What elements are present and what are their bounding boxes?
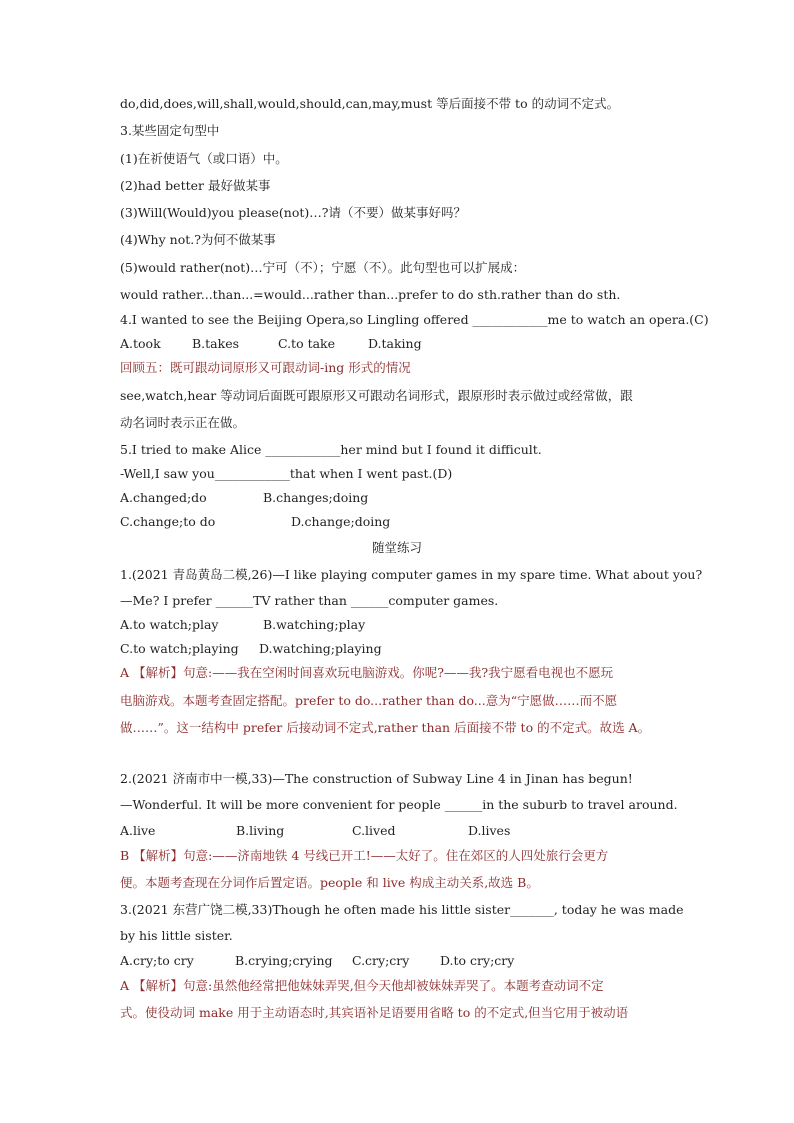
review-heading: 回顾五：既可跟动词原形又可跟动词-ing 形式的情况 xyxy=(120,360,411,375)
practice-2-options xyxy=(120,822,680,840)
option: D.taking xyxy=(367,336,422,351)
practice-1-options xyxy=(120,616,680,634)
practice-question-1-blank: —Me? I prefer ______TV rather than ______computer games. xyxy=(120,593,499,608)
option: B.changes;doing xyxy=(262,490,369,505)
option: A.to watch;play xyxy=(120,617,219,632)
text-line: would rather...than...=would...rather than...prefer to do sth.rather than do sth. xyxy=(120,287,621,302)
option: A.cry;to cry xyxy=(120,953,194,968)
practice-question-2-blank: —Wonderful. It will be more convenient for people ______in the suburb to travel around. xyxy=(120,797,678,812)
option: B.watching;play xyxy=(262,617,366,632)
text-line: see,watch,hear 等动词后面既可跟原形又可跟动名词形式，跟原形时表示做过或经常做，跟 xyxy=(120,388,633,403)
text-line: (2)had better 最好做某事 xyxy=(120,178,271,193)
text-line: (3)Will(Would)you please(not)…?请（不要）做某事好吗？ xyxy=(120,205,466,220)
option: C.lived xyxy=(351,823,396,838)
option: B.living xyxy=(235,823,285,838)
option: A.took xyxy=(120,336,161,351)
practice-question-3-cont: by his little sister. xyxy=(120,928,233,943)
answer-explanation: A 【解析】句意:——我在空闲时间喜欢玩电脑游戏。你呢?——我?我宁愿看电视也不愿玩 xyxy=(120,665,614,680)
option: A.live xyxy=(120,823,156,838)
option: D.lives xyxy=(467,823,511,838)
option: D.to cry;cry xyxy=(439,953,515,968)
question-5-options xyxy=(120,513,680,531)
answer-explanation: 式。使役动词 make 用于主动语态时,其宾语补足语要用省略 to 的不定式,但当它用于被动语 xyxy=(120,1005,629,1020)
question-5-reply: -Well,I saw you____________that when I went past.(D) xyxy=(120,466,453,481)
text-line: do,did,does,will,shall,would,should,can,may,must 等后面接不带 to 的动词不定式。 xyxy=(120,96,620,111)
option: C.to take xyxy=(277,336,336,351)
question-5: 5.I tried to make Alice ____________her mind but I found it difficult. xyxy=(120,442,542,457)
answer-explanation: A 【解析】句意:虽然他经常把他妹妹弄哭,但今天他却被妹妹弄哭了。本题考查动词不定 xyxy=(120,978,604,993)
option: C.change;to do xyxy=(120,514,216,529)
practice-3-options xyxy=(120,952,680,970)
practice-question-2: 2.(2021 济南市中一模,33)—The construction of Subway Line 4 in Jinan has begun! xyxy=(120,771,633,786)
option: C.to watch;playing xyxy=(120,641,239,656)
answer-explanation: 电脑游戏。本题考查固定搭配。prefer to do...rather than do...意为“宁愿做……而不愿 xyxy=(120,693,618,708)
question-4-options xyxy=(120,335,680,353)
option: D.watching;playing xyxy=(258,641,382,656)
question-4: 4.I wanted to see the Beijing Opera,so Lingling offered ____________me to watch an opera.(C) xyxy=(120,312,709,327)
text-line: (5)would rather(not)…宁可（不）；宁愿（不）。此句型也可以扩展成： xyxy=(120,260,526,275)
section-heading: 3.某些固定句型中 xyxy=(120,123,220,138)
answer-explanation: B 【解析】句意:——济南地铁 4 号线已开工!——太好了。住在郊区的人四处旅行会更方 xyxy=(120,848,609,863)
text-line: 动名词时表示正在做。 xyxy=(120,415,246,430)
answer-explanation: 便。本题考查现在分词作后置定语。people 和 live 构成主动关系,故选 B。 xyxy=(120,875,539,890)
practice-question-1: 1.(2021 青岛黄岛二模,26)—I like playing computer games in my spare time. What about you? xyxy=(120,567,703,582)
text-line: (4)Why not.?为何不做某事 xyxy=(120,232,276,247)
section-title: 随堂练习 xyxy=(371,540,422,555)
question-5-options xyxy=(120,489,680,507)
text-line: (1)在祈使语气（或口语）中。 xyxy=(120,151,288,166)
option: B.crying;crying xyxy=(234,953,333,968)
practice-question-3: 3.(2021 东营广饶二模,33)Though he often made his little sister_______, today he was made xyxy=(120,902,684,917)
option: C.cry;cry xyxy=(351,953,410,968)
option: D.change;doing xyxy=(290,514,391,529)
option: A.changed;do xyxy=(120,490,207,505)
practice-1-options xyxy=(120,640,680,658)
answer-explanation: 做……”。这一结构中 prefer 后接动词不定式,rather than 后面接不带 to 的不定式。故选 A。 xyxy=(120,720,651,735)
option: B.takes xyxy=(191,336,240,351)
